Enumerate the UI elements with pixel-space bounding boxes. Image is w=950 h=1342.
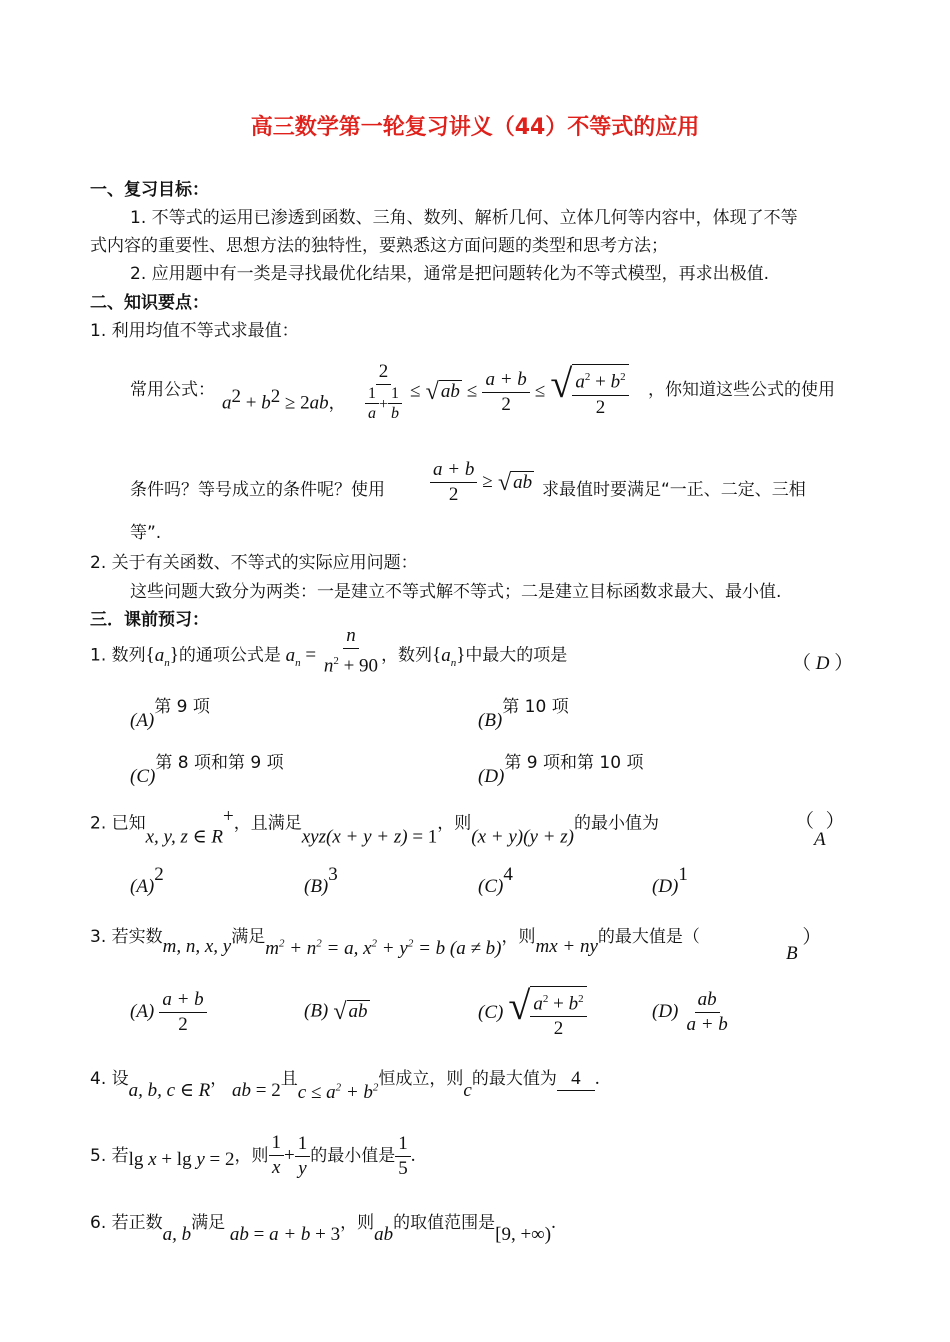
formula-sum-squares: $a^2 + b^2 \ge 2ab$， xyxy=(222,386,346,414)
section-heading-knowledge: 二、知识要点： xyxy=(90,293,209,313)
q1-option-a: (A)第 9 项 xyxy=(130,697,210,731)
question-1-answer: （ D ） xyxy=(792,653,854,674)
q1-option-c: (C)第 8 项和第 9 项 xyxy=(130,753,284,787)
q3-option-a: (A) $\frac{a + b}{2}$ xyxy=(130,988,207,1037)
q3-option-c: (C) √ $\frac{a^2 + b^2}{2}$ xyxy=(478,986,587,1041)
goal-1-line-1: 1. 不等式的运用已渗透到函数、三角、数列、解析几何、立体几何等内容中，体现了不等 xyxy=(130,208,798,228)
common-formula-label: 常用公式： xyxy=(130,380,215,400)
q1-option-d: (D)第 9 项和第 10 项 xyxy=(478,753,644,787)
section-heading-goals: 一、复习目标： xyxy=(90,180,209,200)
goal-2: 2. 应用题中有一类是寻找最优化结果，通常是把问题转化为不等式模型，再求出极值. xyxy=(130,264,770,284)
question-4: 4. 设a, b, c ∈ R， ab = 2且$c \le a^2 + b^2$恒成立，则c的最大值为 4 . xyxy=(90,1068,600,1103)
question-2: 2. 已知x, y, z ∈ R+，且满足xyz(x + y + z) = 1，则(x + y)(y + z)的最小值为 xyxy=(90,806,659,848)
q3-option-b: (B) √ ab xyxy=(304,999,368,1025)
knowledge-point-1: 1. 利用均值不等式求最值： xyxy=(90,321,299,341)
q2-option-b: (B)3 xyxy=(304,864,338,897)
common-formula-tail: ，你知道这些公式的使用 xyxy=(648,380,835,400)
question-1: 1. 数列$\{a_n\}$的通项公式是 $a_n$ = $\frac{n}{n^2 + 90}$ ，数列$\{a_n\}$中最大的项是 xyxy=(90,625,568,677)
section-heading-preview: 三．课前预习： xyxy=(90,610,209,630)
question-5: 5. 若lg x + lg y = 2，则 $\frac{1}{x}$ + $\frac{1}{y}$ 的最小值是 $\frac{1}{5}$ . xyxy=(90,1132,416,1179)
page-title: 高三数学第一轮复习讲义（44）不等式的应用 xyxy=(250,115,700,140)
condition-text-c: 等”. xyxy=(130,523,162,543)
q2-option-c: (C)4 xyxy=(478,864,513,897)
question-6: 6. 若正数a, b满足 ab = a + b + 3，则ab的取值范围是[9, +∞). xyxy=(90,1212,556,1245)
knowledge-point-2: 2. 关于有关函数、不等式的实际应用问题： xyxy=(90,553,418,573)
question-3: 3. 若实数m, n, x, y满足$m^2 + n^2 = a$, $x^2 + y^2 = b$ (a ≠ b)，则mx + ny的最大值是（ xyxy=(90,927,700,959)
q2-option-d: (D)1 xyxy=(652,864,688,897)
q3-option-d: (D) $\frac{ab}{a + b}$ xyxy=(652,989,728,1035)
q1-option-b: (B)第 10 项 xyxy=(478,697,569,731)
question-3-answer: B ） xyxy=(786,927,822,964)
q2-option-a: (A)2 xyxy=(130,864,164,897)
goal-1-line-2: 式内容的重要性、思想方法的独特性，要熟悉这方面问题的类型和思考方法； xyxy=(90,236,668,256)
condition-text-b: 求最值时要满足“一正、二定、三相 xyxy=(542,480,806,500)
condition-text-a: 条件吗？等号成立的条件呢？使用 xyxy=(130,480,385,500)
question-2-answer: （A） xyxy=(795,811,845,850)
formula-am-gm: $\frac{a + b}{2}$ ≥ √ ab xyxy=(430,458,534,507)
formula-mean-chain: 2 $\frac{1}{a}$ + $\frac{1}{b}$ ≤ √ ab ≤ $\frac{a + b}{2}$ ≤ √ $\frac{a^2 + b^2}{2}$ xyxy=(362,360,629,424)
knowledge-point-2-detail: 这些问题大致分为两类：一是建立不等式解不等式；二是建立目标函数求最大、最小值. xyxy=(130,582,782,602)
q4-answer-blank: 4 xyxy=(557,1068,595,1091)
